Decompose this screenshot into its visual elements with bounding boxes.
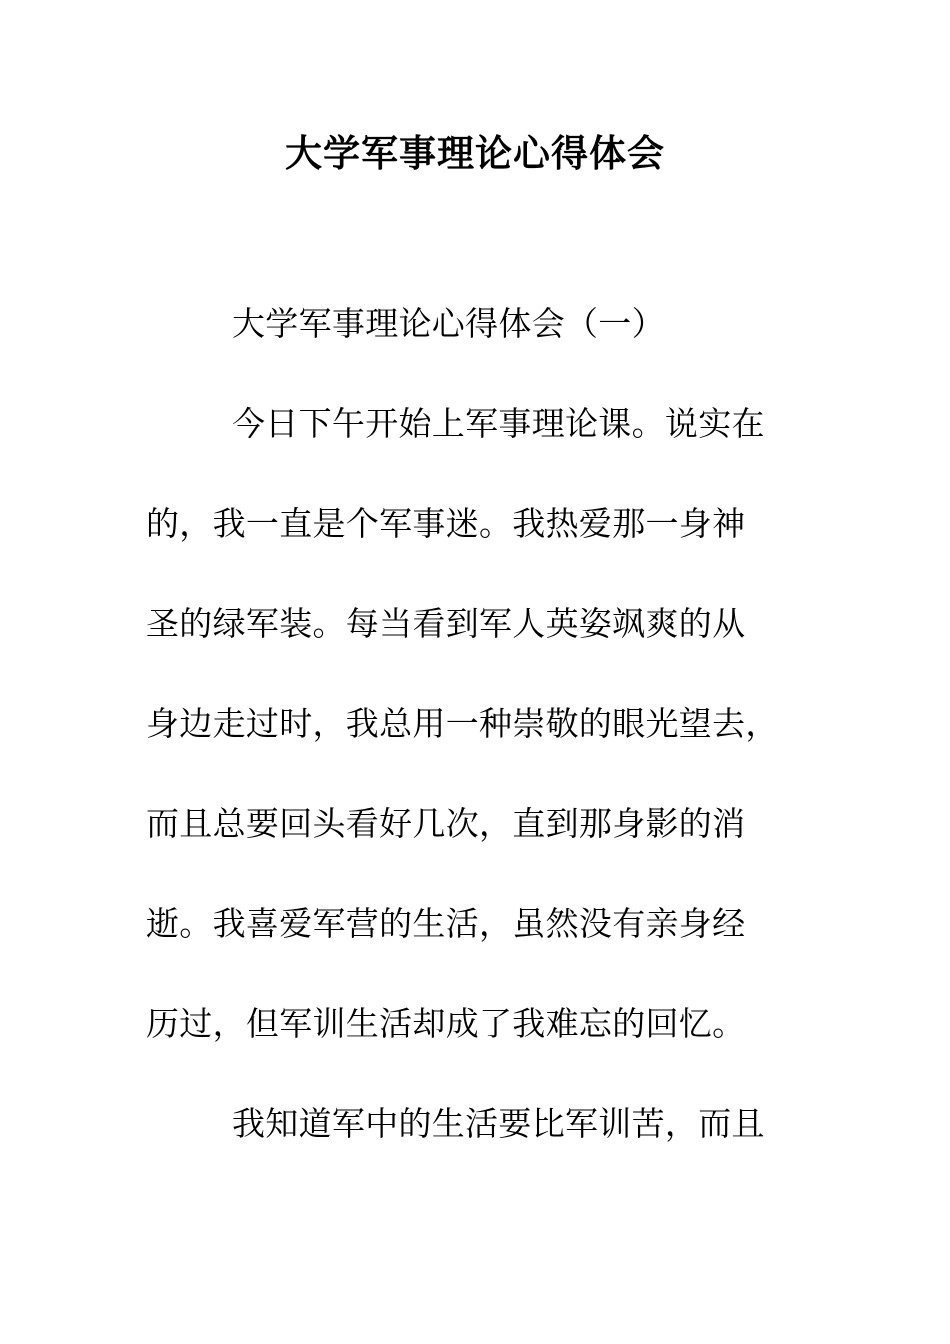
paragraph-line: 身边走过时，我总用一种崇敬的眼光望去，	[146, 704, 779, 743]
paragraph-line: 逝。我喜爱军营的生活，虽然没有亲身经	[146, 904, 746, 943]
paragraph-line: 今日下午开始上军事理论课。说实在	[232, 404, 765, 443]
paragraph-line: 圣的绿军装。每当看到军人英姿飒爽的从	[146, 604, 746, 643]
paragraph-line: 我知道军中的生活要比军训苦，而且	[232, 1104, 765, 1143]
document-title: 大学军事理论心得体会	[285, 131, 665, 175]
section-heading: 大学军事理论心得体会（一）	[232, 304, 665, 343]
paragraph-line: 而且总要回头看好几次，直到那身影的消	[146, 804, 746, 843]
paragraph-line: 的，我一直是个军事迷。我热爱那一身神	[146, 504, 746, 543]
paragraph-line: 历过，但军训生活却成了我难忘的回忆。	[146, 1004, 746, 1043]
